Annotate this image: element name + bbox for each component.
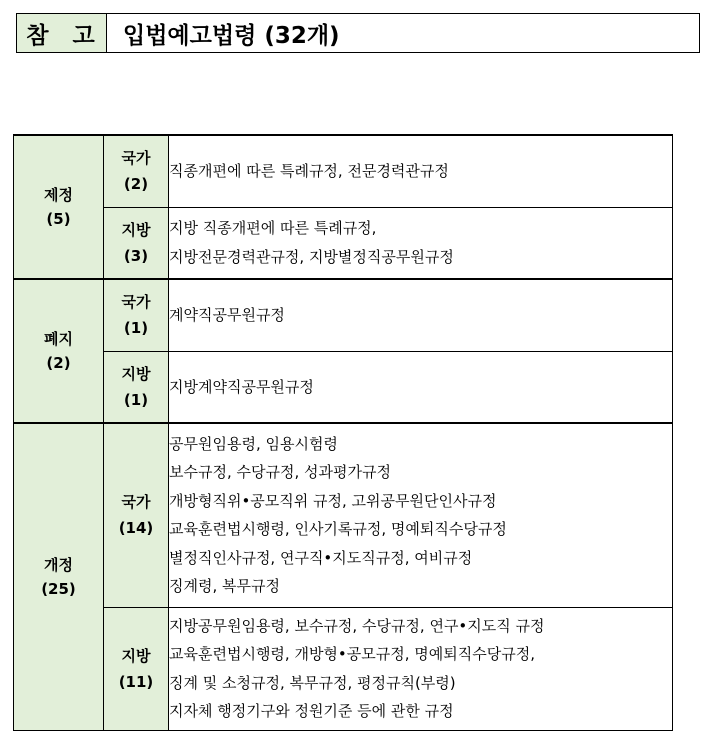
subcategory-name: 지방: [121, 220, 151, 239]
law-list-line: 직종개편에 따른 특례규정, 전문경력관규정: [169, 162, 449, 180]
law-list-line: 별정직인사규정, 연구직•지도직규정, 여비규정: [169, 548, 473, 567]
category-cell-amendment: [14, 423, 104, 730]
law-list-line: 지자체 행정기구와 정원기준 등에 관한 규정: [169, 702, 454, 720]
subcategory-cell: [104, 135, 169, 207]
table-row: [14, 207, 673, 279]
subcategory-cell: [104, 607, 169, 730]
table-row: [14, 279, 673, 351]
category-name: 개정: [44, 555, 73, 574]
law-list-cell: [169, 279, 673, 351]
category-name: 폐지: [44, 330, 73, 348]
table-row: [14, 135, 673, 207]
category-cell-repeal: [14, 279, 104, 423]
law-list-line: 지방계약직공무원규정: [169, 377, 314, 396]
law-list-cell: [169, 135, 673, 207]
law-list-line: 지방공무원임용령, 보수규정, 수당규정, 연구•지도직 규정: [169, 616, 545, 635]
subcategory-cell: [104, 351, 169, 423]
category-count: (25): [41, 579, 76, 598]
subcategory-cell: [104, 279, 169, 351]
reference-header: [16, 13, 700, 53]
law-list-line: 개방형직위•공모직위 규정, 고위공무원단인사규정: [169, 491, 497, 510]
subcategory-count: (1): [123, 390, 149, 409]
reference-label: 참 고: [17, 14, 107, 52]
document-title: 입법예고법령 (32개): [123, 22, 340, 49]
subcategory-count: (11): [118, 672, 154, 691]
category-count: (2): [46, 354, 71, 372]
subcategory-cell: [104, 423, 169, 607]
law-list-line: 보수규정, 수당규정, 성과평가규정: [169, 463, 391, 482]
law-list-line: 지방 직종개편에 따른 특례규정,: [169, 219, 377, 238]
subcategory-name: 국가: [121, 149, 151, 168]
law-list-line: 교육훈련법시행령, 인사기록규정, 명예퇴직수당규정: [169, 520, 507, 539]
law-list-cell: [169, 423, 673, 607]
law-list-line: 징계령, 복무규정: [169, 577, 280, 596]
table-row: [14, 351, 673, 423]
subcategory-name: 국가: [121, 493, 151, 512]
subcategory-count: (14): [118, 519, 154, 538]
law-list-cell: [169, 351, 673, 423]
category-cell-enactment: [14, 135, 104, 279]
table-row: [14, 423, 673, 607]
category-name: 제정: [44, 186, 73, 204]
law-list-line: 교육훈련법시행령, 개방형•공모규정, 명예퇴직수당규정,: [169, 645, 535, 663]
subcategory-cell: [104, 207, 169, 279]
law-list-cell: [169, 207, 673, 279]
subcategory-name: 지방: [121, 646, 151, 665]
law-list-line: 지방전문경력관규정, 지방별정직공무원규정: [169, 247, 454, 266]
subcategory-count: (2): [123, 175, 149, 194]
law-list-line: 계약직공무원규정: [169, 306, 285, 324]
subcategory-count: (1): [123, 319, 149, 338]
law-list-line: 공무원임용령, 임용시험령: [169, 434, 338, 453]
subcategory-name: 국가: [121, 293, 151, 312]
subcategory-count: (3): [123, 246, 149, 265]
subcategory-name: 지방: [121, 364, 151, 383]
category-count: (5): [46, 210, 71, 228]
law-list-cell: [169, 607, 673, 730]
law-list-line: 징계 및 소청규정, 복무규정, 평정규칙(부령): [169, 673, 456, 692]
table-row: [14, 607, 673, 730]
legislation-table: [13, 134, 673, 731]
